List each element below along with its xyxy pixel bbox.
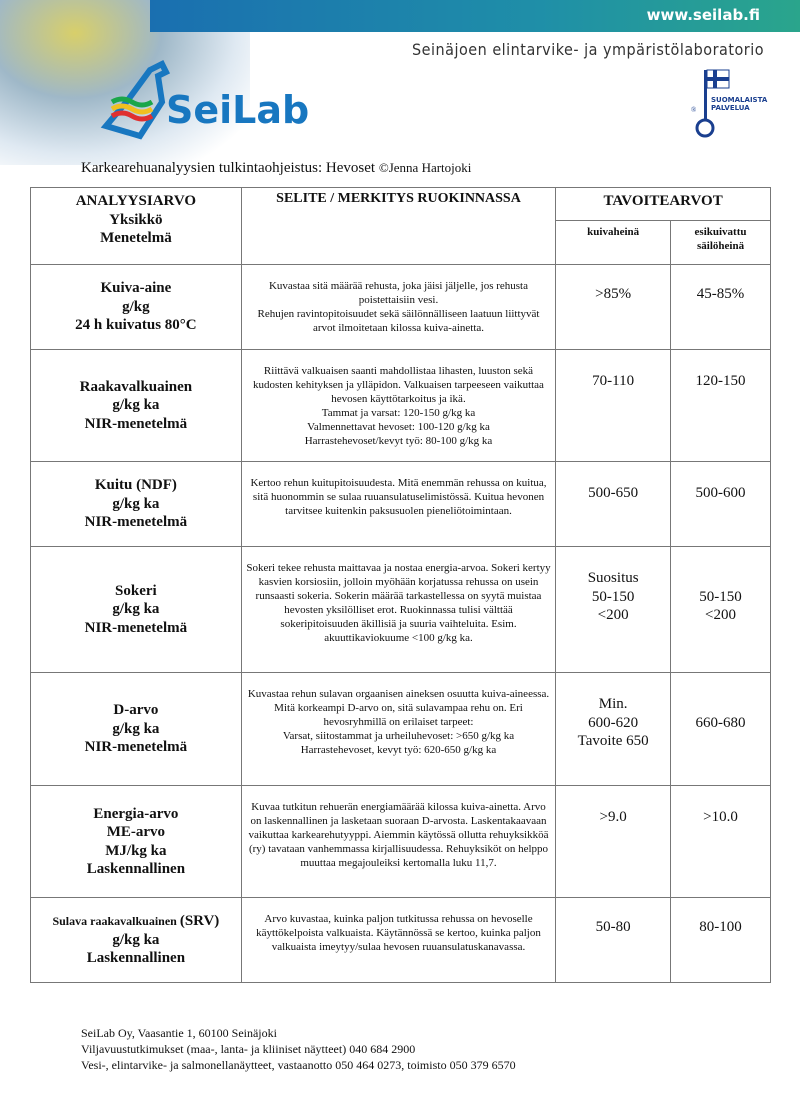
subheader-hay: kuivaheinä: [556, 221, 671, 265]
table-row: [31, 350, 771, 462]
analysis-description: Kuvaa tutkitun rehuerän energiamäärää kilossa kuiva-ainetta. Arvo on laskennallinen ja lasketaan suoraan D-arvosta. Laskentakaavaan vaikuttaa karkearehutyyppi. Aiemmin käytössä ollutta rehuyksikköä (ry) tavataan vanhemmassa kirjallisuudessa. Rehuyksiköt on helppo muuttaa megajouleiksi kertomalla luku 11,7.: [241, 786, 555, 898]
footer-address: SeiLab Oy, Vaasantie 1, 60100 Seinäjoki: [81, 1026, 277, 1040]
header-target-values: TAVOITEARVOT: [556, 188, 771, 221]
analysis-description: Sokeri tekee rehusta maittavaa ja nostaa energia-arvoa. Sokeri kertyy kasvien korsiosiin, jolloin myöhään korjatussa rehussa on usein runsaasti sokeria. Sokerin määrää tarkastellessa on syytä muistaa hevosten yksilölliset erot. Ruokinnassa tulisi välttää sokeripitoisuuden äkillisiä ja suuria vaihteluita. Esim. akuuttikaviokuume <100 g/kg ka.: [241, 547, 555, 673]
target-hay: 50-80: [556, 898, 671, 983]
target-silage: 500-600: [671, 462, 771, 547]
svg-text:®: ®: [691, 106, 697, 114]
analysis-name: Kuitu (NDF) g/kg ka NIR-menetelmä: [31, 462, 242, 547]
table-row: [31, 265, 771, 350]
header-analysis-value: ANALYYSIARVO Yksikkö Menetelmä: [31, 188, 242, 265]
subheader-silage: esikuivattu säilöheinä: [671, 221, 771, 265]
target-hay: 70-110: [556, 350, 671, 462]
document-title: [81, 160, 471, 177]
table-row: [31, 673, 771, 786]
website-url: www.seilab.fi: [646, 6, 760, 24]
target-silage: >10.0: [671, 786, 771, 898]
analysis-name: [31, 898, 242, 983]
target-silage: 45-85%: [671, 265, 771, 350]
suomalaista-palvelua-key-icon: [685, 68, 768, 140]
analysis-name-rest: (SRV) g/kg ka Laskennallinen: [86, 913, 220, 967]
analysis-name-part: Sulava raakavalkuainen: [52, 914, 180, 929]
target-hay: >85%: [556, 265, 671, 350]
target-hay: Suositus 50-150 <200: [556, 547, 671, 673]
analysis-name: Kuiva-aine g/kg 24 h kuivatus 80°C: [31, 265, 242, 350]
analysis-description: Riittävä valkuaisen saanti mahdollistaa lihasten, luuston sekä kudosten kehityksen ja ylläpidon. Valkuaisen tarpeeseen vaikuttaa hevosen käyttötarkoitus ja ikä. Tammat ja varsat: 120-150 g/kg ka Valmennettavat hevoset: 100-120 g/kg ka Harrastehevoset/kevyt työ: 80-100 g/kg ka: [241, 350, 555, 462]
svg-text:SUOMALAISTA: SUOMALAISTA: [711, 96, 768, 104]
footer-phone-soil: Viljavuustutkimukset (maa-, lanta- ja kliiniset näytteet) 040 684 2900: [81, 1042, 416, 1056]
analysis-name: Raakavalkuainen g/kg ka NIR-menetelmä: [31, 350, 242, 462]
title-text: Karkearehuanalyysien tulkintaohjeistus: Hevoset: [81, 160, 379, 176]
table-row: [31, 462, 771, 547]
analysis-name: D-arvo g/kg ka NIR-menetelmä: [31, 673, 242, 786]
analysis-description: Kertoo rehun kuitupitoisuudesta. Mitä enemmän rehussa on kuitua, sitä huonommin se sulaa ruuansulatuselimistössä. Kuitua hevonen tarvitsee kuitenkin paksusuolen pieneliötoimintaan.: [241, 462, 555, 547]
copyright: ©Jenna Hartojoki: [378, 160, 472, 175]
target-silage: 660-680: [671, 673, 771, 786]
target-silage: 80-100: [671, 898, 771, 983]
footer-contact: [81, 1025, 516, 1073]
analysis-description: Kuvastaa rehun sulavan orgaanisen aineksen osuutta kuiva-aineessa. Mitä korkeampi D-arvo on, sitä sulavampaa rehu on. Eri hevosryhmillä on erilaiset tarpeet: Varsat, siitostammat ja urheiluhevoset: >650 g/kg ka Harrastehevoset, kevyt työ: 620-650 g/kg ka: [241, 673, 555, 786]
target-hay: 500-650: [556, 462, 671, 547]
target-silage: 120-150: [671, 350, 771, 462]
table-row: [31, 786, 771, 898]
footer-phone-water: Vesi-, elintarvike- ja salmonellanäytteet, vastaanotto 050 464 0273, toimisto 050 379 6570: [81, 1058, 516, 1072]
table-row: [31, 547, 771, 673]
seilab-logo-text: SeiLab: [166, 88, 310, 132]
analysis-description: Arvo kuvastaa, kuinka paljon tutkitussa rehussa on hevoselle käyttökelpoista valkuaista. Käytännössä se kertoo, kuinka paljon valkuaista imeytyy/sulaa hevosen ruuansulatuskanavassa.: [241, 898, 555, 983]
target-hay: Min. 600-620 Tavoite 650: [556, 673, 671, 786]
analysis-table: [30, 187, 771, 983]
lab-name: Seinäjoen elintarvike- ja ympäristölaboratorio: [412, 40, 764, 59]
svg-text:PALVELUA: PALVELUA: [711, 104, 750, 112]
analysis-name: Sokeri g/kg ka NIR-menetelmä: [31, 547, 242, 673]
target-hay: >9.0: [556, 786, 671, 898]
header-description: SELITE / MERKITYS RUOKINNASSA: [241, 188, 555, 265]
target-silage: 50-150 <200: [671, 547, 771, 673]
page-header: [0, 0, 800, 180]
analysis-description: Kuvastaa sitä määrää rehusta, joka jäisi jäljelle, jos rehusta poistettaisiin vesi. Rehujen ravintopitoisuudet sekä säilönnälliseen laatuun liittyvät arvot ilmoitetaan kilossa kuiva-ainetta.: [241, 265, 555, 350]
analysis-name: Energia-arvo ME-arvo MJ/kg ka Laskennallinen: [31, 786, 242, 898]
table-row: [31, 898, 771, 983]
